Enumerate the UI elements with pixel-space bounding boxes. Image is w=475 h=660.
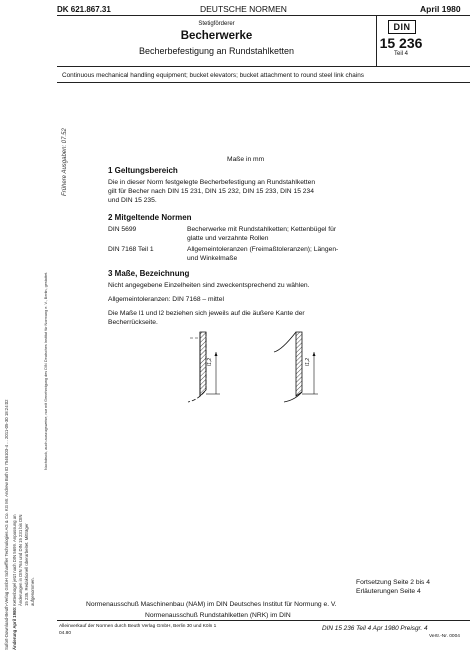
section-2-heading: 2 Mitgeltende Normen	[108, 213, 192, 222]
bucket-back-figure	[170, 330, 360, 405]
ref-2-title: Allgemeintoleranzen (Freimaßtoleranzen); Längen- und Winkelmaße	[187, 246, 339, 263]
explanation-page: Erläuterungen Seite 4	[356, 588, 421, 595]
units-note: Maße in mm	[227, 156, 265, 163]
subject-line: Stetigförderer	[198, 21, 235, 27]
section-1-text: Die in dieser Norm festgelegte Becherbefestigung an Rundstahlketten gilt für Becher nach DIN 15 231, DIN 15 232, DIN 15 233, DIN 15 234 und DIN 15 235.	[108, 179, 316, 205]
section-3-line-2: Allgemeintoleranzen: DIN 7168 – mittel	[108, 296, 224, 303]
section-1-heading: 1 Geltungsbereich	[108, 166, 178, 175]
margin-change-notes: Kettenbügel jetzt nach DIN 5699. Anpassung an Änderungen in DIN 764 und DIN 15 231 bis DIN 15 235. Redaktionell überarbeitet. Mitträger aufgenommen.	[12, 514, 35, 606]
margin-change-title: Änderung April 1980:	[12, 606, 17, 650]
margin-earlier-editions: Frühere Ausgaben: 07.52	[62, 128, 68, 196]
section-3-line-4: Becherrückseite.	[108, 319, 158, 326]
print-date: 04.80	[59, 631, 72, 636]
section-3-heading: 3 Maße, Bezeichnung	[108, 269, 190, 278]
din-part: Teil 4	[393, 51, 408, 57]
footer-din-reference: DIN 15 236 Teil 4 Apr 1980 Preisgr. 4	[322, 625, 428, 632]
figure-left-dimension-label: l1,2	[207, 357, 213, 366]
deutsche-normen-title: DEUTSCHE NORMEN	[200, 4, 287, 14]
din-number: 15 236	[379, 35, 423, 51]
main-title: Becherwerke	[180, 30, 253, 42]
margin-copyright: Nachdruck, auch auszugsweise, nur mit Genehmigung des DIN Deutsches Institut für Normung e. V., Berlin, gestattet.	[44, 271, 48, 470]
figure-right-dimension-label: l1,2	[305, 357, 311, 366]
ref-1-title: Becherwerke mit Rundstahlketten; Kettenbügel für glatte und verzahnte Rollen	[187, 226, 337, 243]
english-title: Continuous mechanical handling equipment; bucket elevators; bucket attachment to round steel link chains	[62, 72, 364, 79]
committee-nam: Normenausschuß Maschinenbau (NAM) im DIN Deutsches Institut für Normung e. V.	[86, 601, 337, 608]
attachment-title: Becherbefestigung an Rundstahlketten	[138, 46, 295, 56]
ref-2-number: DIN 7168 Teil 1	[108, 246, 154, 253]
margin-download-note: Sofort-Download-Beuth-Verlag GmbH Schaeffler Technologies AG & Co. KG Mr. Andrew Bath ID 7546103-4 ... 2011-05-30 18:24:02	[4, 399, 9, 650]
committee-nrk: Normenausschuß Rundstahlketten (NRK) im DIN	[145, 612, 291, 619]
din-logo: DIN	[388, 20, 416, 34]
footer-rule	[57, 620, 470, 621]
section-3-line-3: Die Maße l1 und l2 beziehen sich jeweils auf die äußere Kante der	[108, 310, 305, 317]
figure-left-profile	[188, 332, 220, 402]
section-3-line-1: Nicht angegebene Einzelheiten sind zweckentsprechend zu wählen.	[108, 282, 310, 289]
issue-date: April 1980	[420, 4, 461, 14]
continuation-pages: Fortsetzung Seite 2 bis 4	[356, 579, 430, 586]
dk-number: DK 621.867.31	[57, 5, 111, 14]
english-title-rule	[57, 82, 470, 83]
vertr-number: Vertr.-Nr. 0004	[429, 634, 460, 639]
figure-right-profile	[274, 332, 318, 402]
sales-note: Alleinverkauf der Normen durch Beuth Verlag GmbH, Berlin 30 und Köln 1	[59, 624, 217, 629]
ref-1-number: DIN 5699	[108, 226, 137, 233]
